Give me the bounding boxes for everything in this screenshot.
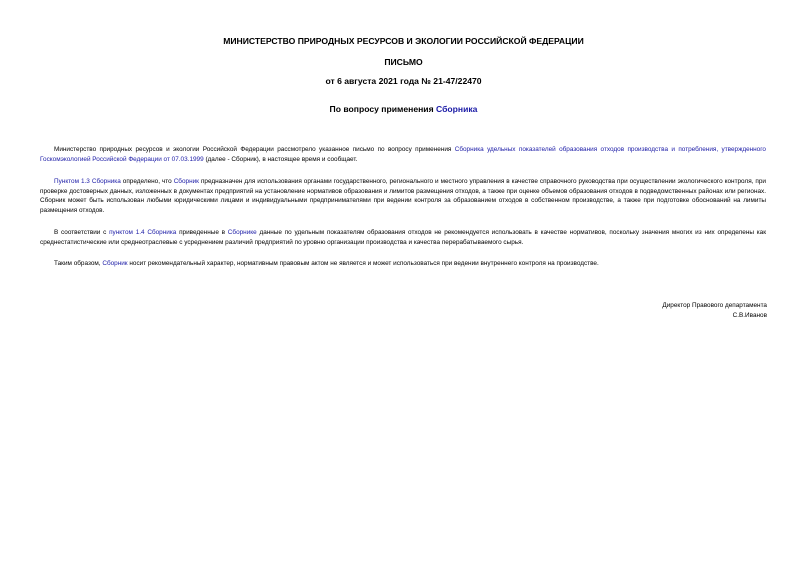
- subject-link-sbornik[interactable]: Сборника: [436, 104, 478, 114]
- document-subject: [0, 104, 807, 115]
- p4-text-1: Таким образом,: [54, 260, 103, 267]
- p1-text-1: Министерство природных ресурсов и экологии Российской Федерации рассмотрело указанное письмо по вопросу применения: [54, 146, 455, 153]
- p3-text-3: данные по удельным показателям образования отходов не рекомендуется использовать в качестве нормативов, поскольку значения многих из них определены как среднестатистические или среднеотраслевые с усреднением различий предприятий по уровню организации производства и качества перерабатываемого сырья.: [40, 229, 766, 246]
- signatory-position: Директор Правового департамента: [662, 302, 767, 309]
- paragraph-1: [40, 145, 766, 164]
- p1-text-2: (далее - Сборник), в настоящее время и сообщает.: [203, 155, 358, 163]
- paragraph-3: [40, 228, 766, 247]
- paragraph-4: [40, 259, 766, 269]
- signatory-name: С.В.Иванов: [732, 311, 767, 319]
- signature-block: [662, 301, 767, 320]
- p1-link-sbornik-full[interactable]: Сборника удельных показателей образования отходов производства и потребления, утвержденного Госкомэкологией Российской Федерации от 07.03.1999: [40, 146, 766, 163]
- p2-link-sbornik[interactable]: Сборник: [173, 178, 199, 185]
- document-date-number: от 6 августа 2021 года № 21-47/22470: [325, 76, 482, 86]
- ministry-title: МИНИСТЕРСТВО ПРИРОДНЫХ РЕСУРСОВ И ЭКОЛОГИИ РОССИЙСКОЙ ФЕДЕРАЦИИ: [223, 36, 584, 46]
- document-type: ПИСЬМО: [384, 57, 423, 67]
- p2-text-2: предназначен для использования органами государственного, регионального и местного управления в качестве справочного руководства при осуществлении экологического контроля, при проверке достоверных данных, изложенных в документах предприятий на установление нормативов образования и лимитов размещения отходов, а также при оценке объемов образования отходов в подведомственных районах или регионах. Сборник может быть использован любыми юридическими лицами и индивидуальными предпринимателями при ведении контроля за образованием отходов в собственном производстве, а также при подготовке обоснований на лимиты размещения отходов.: [40, 178, 766, 214]
- p4-link-sbornik[interactable]: Сборник: [102, 260, 128, 267]
- subject-prefix: По вопросу применения: [329, 104, 436, 114]
- p3-text-1: В соответствии с: [54, 229, 110, 236]
- p3-link-punkt-1-4[interactable]: пунктом 1.4 Сборника: [109, 229, 177, 236]
- p4-text-2: носит рекомендательный характер, нормативным правовым актом не является и может использоваться при ведении внутреннего контроля на производстве.: [127, 260, 599, 267]
- p2-link-punkt-1-3[interactable]: Пунктом 1.3 Сборника: [54, 178, 121, 185]
- paragraph-2: [40, 177, 766, 215]
- p3-text-2: приведенные в: [176, 229, 228, 236]
- p2-text-1: определено, что: [120, 178, 174, 185]
- p3-link-sbornike[interactable]: Сборнике: [227, 229, 257, 236]
